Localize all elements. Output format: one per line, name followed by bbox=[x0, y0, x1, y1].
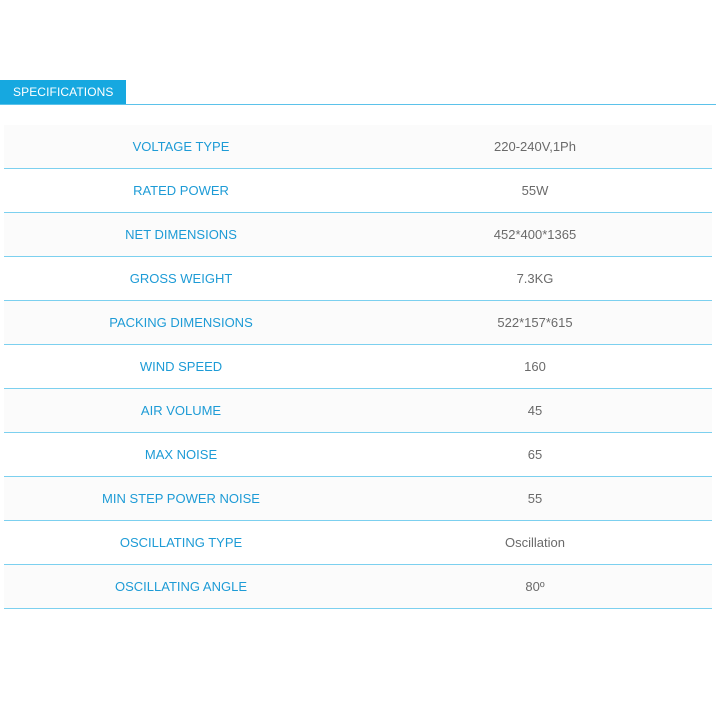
tab-specifications[interactable]: SPECIFICATIONS bbox=[0, 80, 126, 104]
spec-value-gross-weight: 7.3KG bbox=[516, 271, 554, 286]
specifications-header bbox=[0, 80, 716, 105]
spec-label-gross-weight: GROSS WEIGHT bbox=[129, 271, 233, 286]
spec-label-min-step-power-noise: MIN STEP POWER NOISE bbox=[102, 491, 260, 506]
spec-label-oscillating-type: OSCILLATING TYPE bbox=[119, 535, 243, 550]
table-row bbox=[4, 301, 712, 345]
table-row bbox=[4, 477, 712, 521]
spec-label-packing-dimensions: PACKING DIMENSIONS bbox=[109, 315, 253, 330]
table-row bbox=[4, 565, 712, 609]
spec-label-air-volume: AIR VOLUME bbox=[140, 403, 222, 418]
spec-label-voltage-type: VOLTAGE TYPE bbox=[132, 139, 230, 154]
spec-value-air-volume: 45 bbox=[527, 403, 543, 418]
table-row bbox=[4, 125, 712, 169]
spec-value-rated-power: 55W bbox=[521, 183, 549, 198]
spec-value-max-noise: 65 bbox=[527, 447, 543, 462]
spec-label-rated-power: RATED POWER bbox=[133, 183, 229, 198]
spec-label-max-noise: MAX NOISE bbox=[144, 447, 218, 462]
spec-label-wind-speed: WIND SPEED bbox=[139, 359, 223, 374]
spec-value-oscillating-angle: 80º bbox=[525, 579, 545, 594]
spec-value-oscillating-type: Oscillation bbox=[505, 535, 565, 550]
spec-value-packing-dimensions: 522*157*615 bbox=[497, 315, 573, 330]
spec-value-net-dimensions: 452*400*1365 bbox=[493, 227, 577, 242]
table-row bbox=[4, 257, 712, 301]
spec-label-net-dimensions: NET DIMENSIONS bbox=[125, 227, 237, 242]
specifications-table bbox=[4, 125, 712, 609]
spec-value-min-step-power-noise: 55 bbox=[527, 491, 543, 506]
spec-value-wind-speed: 160 bbox=[524, 359, 546, 374]
table-row bbox=[4, 433, 712, 477]
spec-label-oscillating-angle: OSCILLATING ANGLE bbox=[115, 579, 247, 594]
table-row bbox=[4, 169, 712, 213]
table-row bbox=[4, 345, 712, 389]
table-row bbox=[4, 389, 712, 433]
table-row bbox=[4, 213, 712, 257]
spec-value-voltage-type: 220-240V,1Ph bbox=[494, 139, 576, 154]
specifications-panel bbox=[0, 80, 716, 594]
table-row bbox=[4, 521, 712, 565]
